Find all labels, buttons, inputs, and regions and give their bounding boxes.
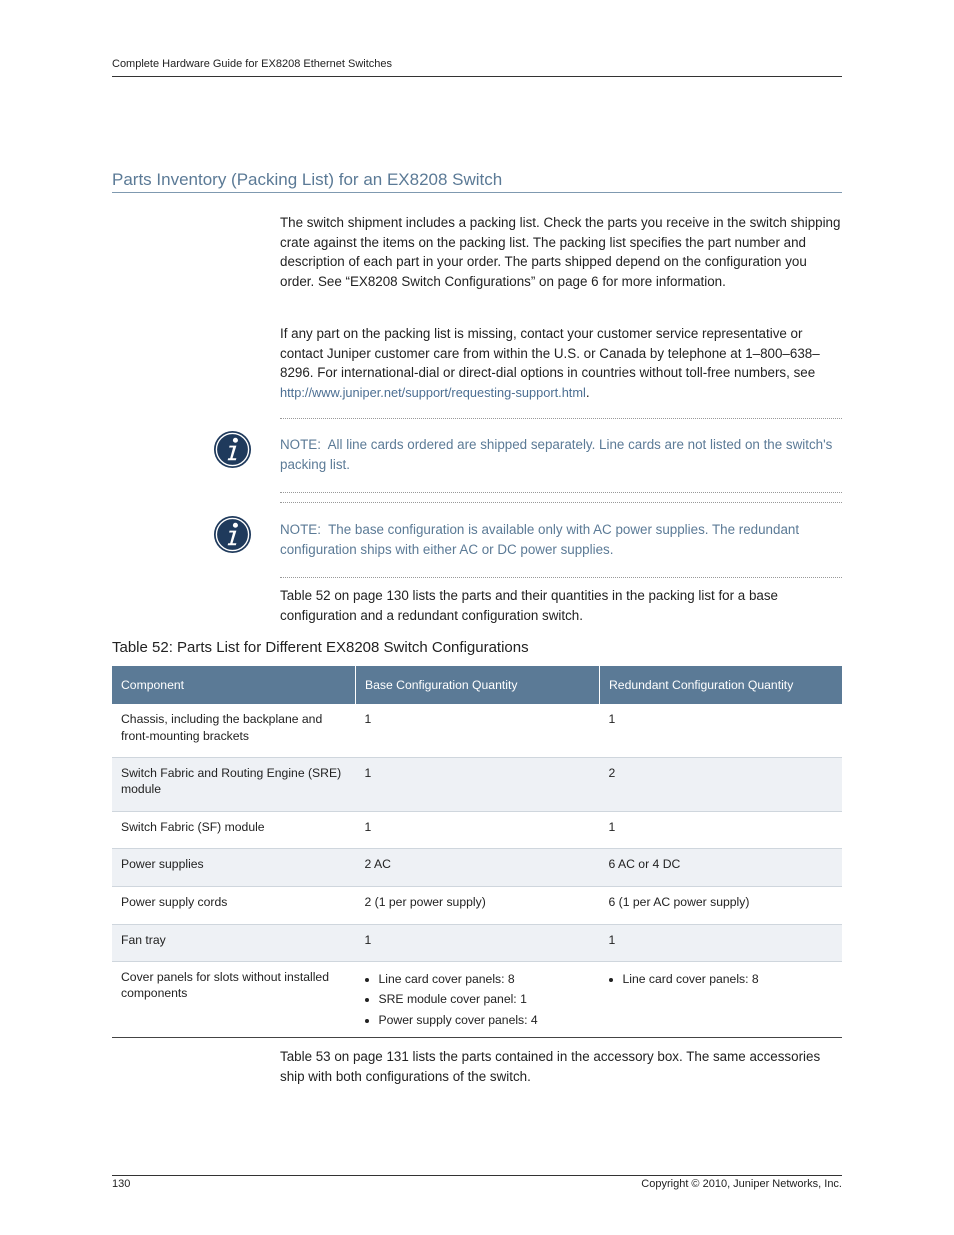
- cell-redundant: 1: [600, 811, 843, 848]
- cell-redundant: 1: [600, 924, 843, 961]
- note-text: The base configuration is available only with AC power supplies. The redundant configuration ships with either AC or DC power supplies.: [280, 522, 800, 557]
- note-divider-top-2: [280, 502, 842, 503]
- copyright: Copyright © 2010, Juniper Networks, Inc.: [641, 1178, 842, 1190]
- table-row: [112, 886, 842, 924]
- info-icon: [213, 430, 252, 469]
- page-number: 130: [112, 1178, 131, 1190]
- cell-redundant: 1: [600, 704, 843, 757]
- bullet-list: [609, 969, 834, 990]
- column-header-redundant: Redundant Configuration Quantity: [600, 666, 843, 704]
- cell-redundant: 6 (1 per AC power supply): [600, 886, 843, 924]
- table-row: [112, 961, 842, 1038]
- cell-component: Cover panels for slots without installed components: [112, 961, 356, 1038]
- cell-base: 1: [356, 924, 600, 961]
- header-rule: [112, 76, 842, 77]
- cell-component: Power supply cords: [112, 886, 356, 924]
- note-label: NOTE:: [280, 437, 321, 452]
- note-divider-bottom-1: [280, 492, 842, 493]
- cell-component: Chassis, including the backplane and front-mounting brackets: [112, 704, 356, 757]
- cell-base: 2 AC: [356, 848, 600, 886]
- note-1: [280, 435, 842, 474]
- cell-component: Power supplies: [112, 848, 356, 886]
- note-divider-bottom-2: [280, 577, 842, 578]
- note-2: [280, 520, 842, 559]
- intro-paragraph: The switch shipment includes a packing list. Check the parts you receive in the switch shipping crate against the items on the packing list. The packing list specifies the part number and description of each part in your order. The parts shipped depend on the configuration you order. See “EX8208 Switch Configurations” on page 6 for more information.: [280, 215, 841, 290]
- cell-component: Switch Fabric (SF) module: [112, 811, 356, 848]
- cell-base: [356, 961, 600, 1038]
- after-table-paragraph: Table 53 on page 131 lists the parts contained in the accessory box. The same accessories ship with both configurations of the switch.: [280, 1049, 821, 1084]
- bullet-list: [365, 969, 591, 1031]
- missing-part-paragraph: [280, 324, 842, 403]
- table-caption: Table 52: Parts List for Different EX8208 Switch Configurations: [112, 639, 529, 656]
- list-item: • Line card cover panels: 8: [379, 969, 591, 990]
- table-row: [112, 704, 842, 757]
- running-header: Complete Hardware Guide for EX8208 Ethernet Switches: [112, 58, 393, 70]
- table-row: [112, 811, 842, 848]
- cell-component: Fan tray: [112, 924, 356, 961]
- cell-base: 1: [356, 704, 600, 757]
- info-icon: [213, 515, 252, 554]
- section-title: Parts Inventory (Packing List) for an EX8208 Switch: [112, 170, 842, 193]
- table-row: [112, 924, 842, 961]
- note-divider-top-1: [280, 418, 842, 419]
- table-row: [112, 757, 842, 811]
- cell-base: 1: [356, 811, 600, 848]
- note-text: All line cards ordered are shipped separately. Line cards are not listed on the switch's packing list.: [280, 437, 833, 472]
- parts-table: [112, 666, 842, 1038]
- column-header-component: Component: [112, 666, 356, 704]
- column-header-base: Base Configuration Quantity: [356, 666, 600, 704]
- cell-redundant: 6 AC or 4 DC: [600, 848, 843, 886]
- list-item: • SRE module cover panel: 1: [379, 989, 591, 1010]
- table-header-row: [112, 666, 842, 704]
- table-intro-paragraph: Table 52 on page 130 lists the parts and their quantities in the packing list for a base configuration and a redundant configuration switch.: [280, 588, 779, 623]
- support-link[interactable]: http://www.juniper.net/support/requesting-support.html: [280, 385, 586, 401]
- cell-redundant: 2: [600, 757, 843, 811]
- list-item: • Line card cover panels: 8: [623, 969, 834, 990]
- table-row: [112, 848, 842, 886]
- cell-redundant: [600, 961, 843, 1038]
- missing-part-text: If any part on the packing list is missing, contact your customer service representative or contact Juniper customer care from within the U.S. or Canada by telephone at 1–800–638–8296. For international-dial or direct-dial options in countries without toll-free numbers, see: [280, 326, 820, 381]
- note-label: NOTE:: [280, 522, 321, 537]
- cell-base: 2 (1 per power supply): [356, 886, 600, 924]
- footer-rule: [112, 1175, 842, 1176]
- cell-base: 1: [356, 757, 600, 811]
- cell-component: Switch Fabric and Routing Engine (SRE) module: [112, 757, 356, 811]
- list-item: • Power supply cover panels: 4: [379, 1010, 591, 1031]
- paragraph-period: .: [585, 385, 590, 401]
